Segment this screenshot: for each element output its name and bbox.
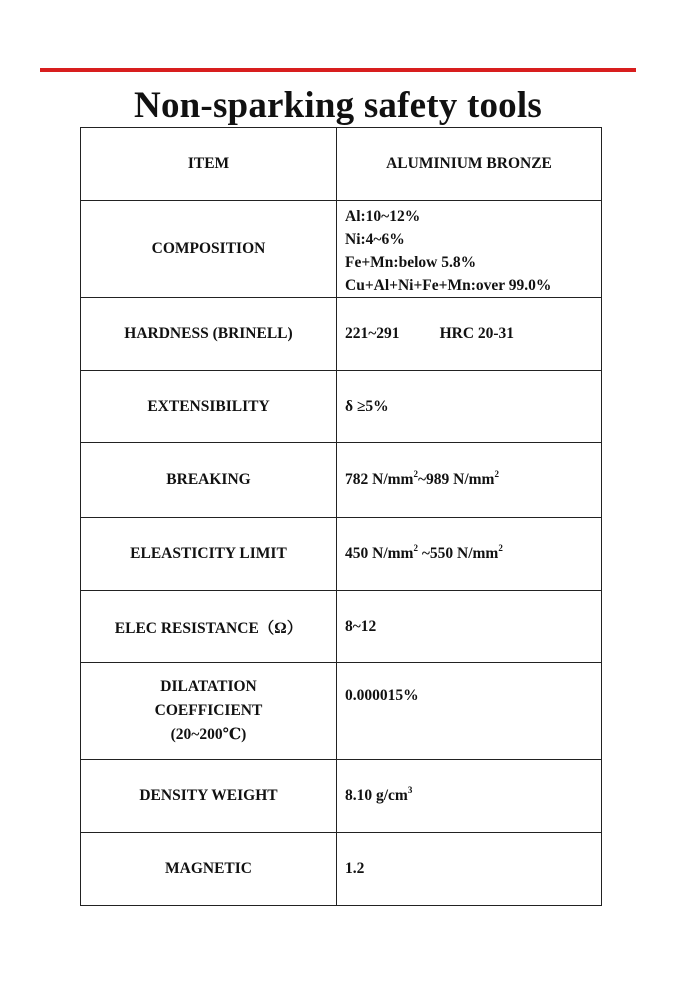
elasticity-sep: ~ [417, 545, 430, 562]
breaking-max: 989 N/mm [426, 471, 495, 488]
density-label: DENSITY WEIGHT [81, 760, 337, 833]
table-row [81, 201, 602, 298]
table-row [81, 663, 602, 760]
table-row [81, 443, 602, 518]
composition-line: Al:10~12% [345, 208, 421, 225]
dilatation-label [81, 663, 337, 760]
composition-line: Cu+Al+Ni+Fe+Mn:over 99.0% [345, 277, 552, 294]
table-row [81, 760, 602, 833]
elasticity-max: 550 N/mm [429, 545, 499, 562]
breaking-label: BREAKING [81, 443, 337, 518]
brinell-value: 221~291 [345, 325, 400, 342]
dilatation-label-line: DILATATION [160, 678, 257, 695]
breaking-max-exp: 2 [494, 469, 499, 479]
magnetic-value: 1.2 [337, 833, 602, 906]
composition-line: Fe+Mn:below 5.8% [345, 254, 477, 271]
table-row [81, 298, 602, 371]
elasticity-min: 450 N/mm [345, 545, 414, 562]
composition-label: COMPOSITION [81, 201, 337, 298]
magnetic-label: MAGNETIC [81, 833, 337, 906]
resistance-label: ELEC RESISTANCE（Ω） [81, 591, 337, 663]
elasticity-max-exp: 2 [498, 543, 503, 553]
dilatation-label-line: (20~200℃) [170, 726, 247, 743]
hardness-label: HARDNESS (BRINELL) [81, 298, 337, 371]
density-exp: 3 [407, 785, 413, 795]
table-row [81, 591, 602, 663]
header-material-cell: ALUMINIUM BRONZE [337, 128, 602, 201]
table-row [81, 518, 602, 591]
composition-line: Ni:4~6% [345, 231, 405, 248]
page-title: Non-sparking safety tools [134, 85, 542, 126]
table-row [81, 128, 602, 201]
breaking-sep: ~ [417, 471, 427, 488]
breaking-min: 782 N/mm [345, 471, 414, 488]
header-item-cell: ITEM [81, 128, 337, 201]
resistance-value: 8~12 [337, 591, 602, 663]
extensibility-value: δ ≥5% [337, 371, 602, 443]
red-divider-line [40, 68, 636, 72]
density-number: 8.10 g/cm [345, 787, 408, 804]
dilatation-value: 0.000015% [337, 663, 602, 760]
elasticity-value [337, 518, 602, 591]
hardness-value [337, 298, 602, 371]
table-row [81, 833, 602, 906]
table-row [81, 371, 602, 443]
composition-value [337, 201, 602, 298]
spec-table [80, 127, 602, 906]
extensibility-label: EXTENSIBILITY [81, 371, 337, 443]
breaking-min-exp: 2 [413, 469, 418, 479]
breaking-value [337, 443, 602, 518]
density-value [337, 760, 602, 833]
elasticity-min-exp: 2 [413, 543, 418, 553]
dilatation-label-line: COEFFICIENT [154, 702, 263, 719]
elasticity-label: ELEASTICITY LIMIT [81, 518, 337, 591]
hrc-value: HRC 20-31 [439, 325, 515, 342]
